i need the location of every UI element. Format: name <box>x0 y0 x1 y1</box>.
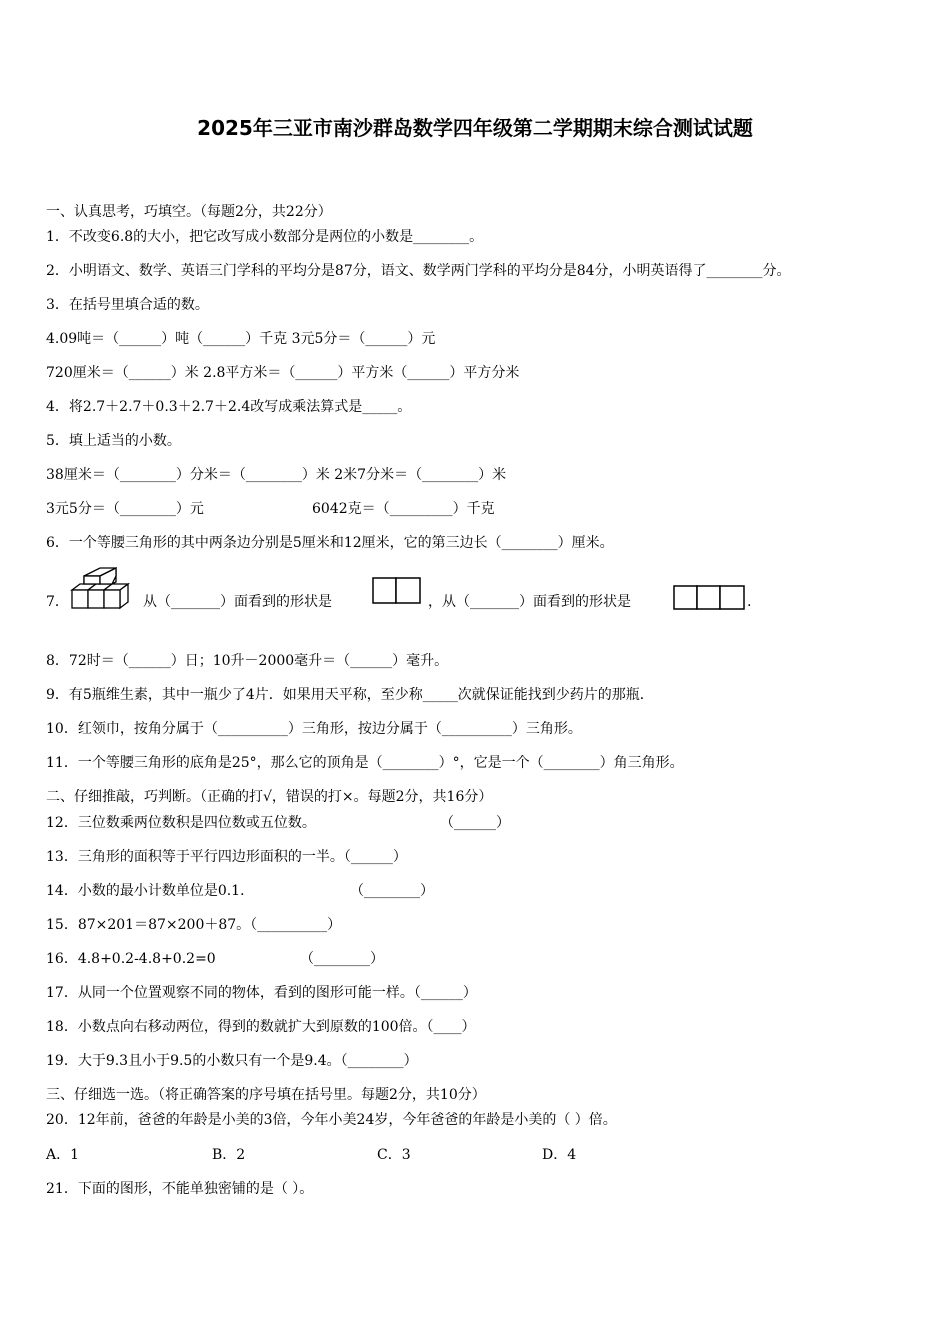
option-d: D．4 <box>542 1147 577 1163</box>
question-21: 21．下面的图形，不能单独密铺的是（ ）。 <box>46 1181 314 1197</box>
question-1: 1．不改变6.8的大小，把它改写成小数部分是两位的小数是________。 <box>46 229 484 245</box>
question-9: 9．有5瓶维生素，其中一瓶少了4片．如果用天平称，至少称_____次就保证能找到少药片的那瓶． <box>46 687 654 703</box>
question-16-text: 16．4.8+0.2-4.8+0.2=0 <box>46 951 216 967</box>
question-8: 8．72时＝（______）日；10升－2000毫升＝（______）毫升。 <box>46 653 449 669</box>
question-7-part2: ，从（_______）面看到的形状是 <box>428 594 631 610</box>
question-10: 10．红领巾，按角分属于（__________）三角形，按边分属于（__________）三角形。 <box>46 721 582 737</box>
three-square-view-shape <box>673 585 747 611</box>
question-3b: 720厘米＝（______）米 2.8平方米＝（______）平方米（______）平方分米 <box>46 365 520 381</box>
question-20: 20．12年前，爸爸的年龄是小美的3倍，今年小美24岁，今年爸爸的年龄是小美的（ ）倍。 <box>46 1112 617 1128</box>
cube-stack-figure <box>70 566 142 612</box>
question-16-blank: （________） <box>300 951 384 967</box>
page-title: 2025年三亚市南沙群岛数学四年级第二学期期末综合测试试题 <box>197 116 753 140</box>
question-19: 19．大于9.3且小于9.5的小数只有一个是9.4。（________） <box>46 1053 418 1069</box>
question-5b-part1: 3元5分＝（________）元 <box>46 501 204 517</box>
question-2: 2．小明语文、数学、英语三门学科的平均分是87分，语文、数学两门学科的平均分是84分，小明英语得了________分。 <box>46 263 791 279</box>
question-6: 6．一个等腰三角形的其中两条边分别是5厘米和12厘米，它的第三边长（________）厘米。 <box>46 535 614 551</box>
question-14-text: 14．小数的最小计数单位是0.1． <box>46 883 255 899</box>
option-b: B．2 <box>212 1147 246 1163</box>
two-square-view-shape <box>372 577 422 605</box>
question-5a: 38厘米＝（________）分米＝（________）米 2米7分米＝（________）米 <box>46 467 507 483</box>
section-3-header: 三、仔细选一选。（将正确答案的序号填在括号里。每题2分，共10分） <box>46 1087 486 1103</box>
question-7-number: 7． <box>46 594 69 610</box>
question-12-blank: （______） <box>440 815 510 831</box>
question-14-blank: （________） <box>350 883 434 899</box>
option-a: A．1 <box>46 1147 80 1163</box>
question-4: 4．将2.7＋2.7＋0.3＋2.7＋2.4改写成乘法算式是_____。 <box>46 399 412 415</box>
question-5b-part2: 6042克＝（_________）千克 <box>312 501 495 517</box>
section-2-header: 二、仔细推敲，巧判断。（正确的打√，错误的打×。每题2分，共16分） <box>46 789 493 805</box>
question-5: 5．填上适当的小数。 <box>46 433 181 449</box>
question-3: 3．在括号里填合适的数。 <box>46 297 209 313</box>
question-11: 11．一个等腰三角形的底角是25°，那么它的顶角是（________）°，它是一个（________）角三角形。 <box>46 755 684 771</box>
question-3a: 4.09吨＝（______）吨（______）千克 3元5分＝（______）元 <box>46 331 436 347</box>
question-17: 17．从同一个位置观察不同的物体，看到的图形可能一样。（______） <box>46 985 477 1001</box>
option-c: C．3 <box>377 1147 411 1163</box>
question-7-part1: 从（_______）面看到的形状是 <box>143 594 332 610</box>
question-7-end: . <box>747 594 752 610</box>
question-18: 18．小数点向右移动两位，得到的数就扩大到原数的100倍。（____） <box>46 1019 476 1035</box>
question-15: 15．87×201＝87×200＋87。（__________） <box>46 917 342 933</box>
question-12-text: 12．三位数乘两位数积是四位数或五位数。 <box>46 815 316 831</box>
question-13: 13．三角形的面积等于平行四边形面积的一半。（______） <box>46 849 407 865</box>
section-1-header: 一、认真思考，巧填空。（每题2分，共22分） <box>46 204 332 220</box>
